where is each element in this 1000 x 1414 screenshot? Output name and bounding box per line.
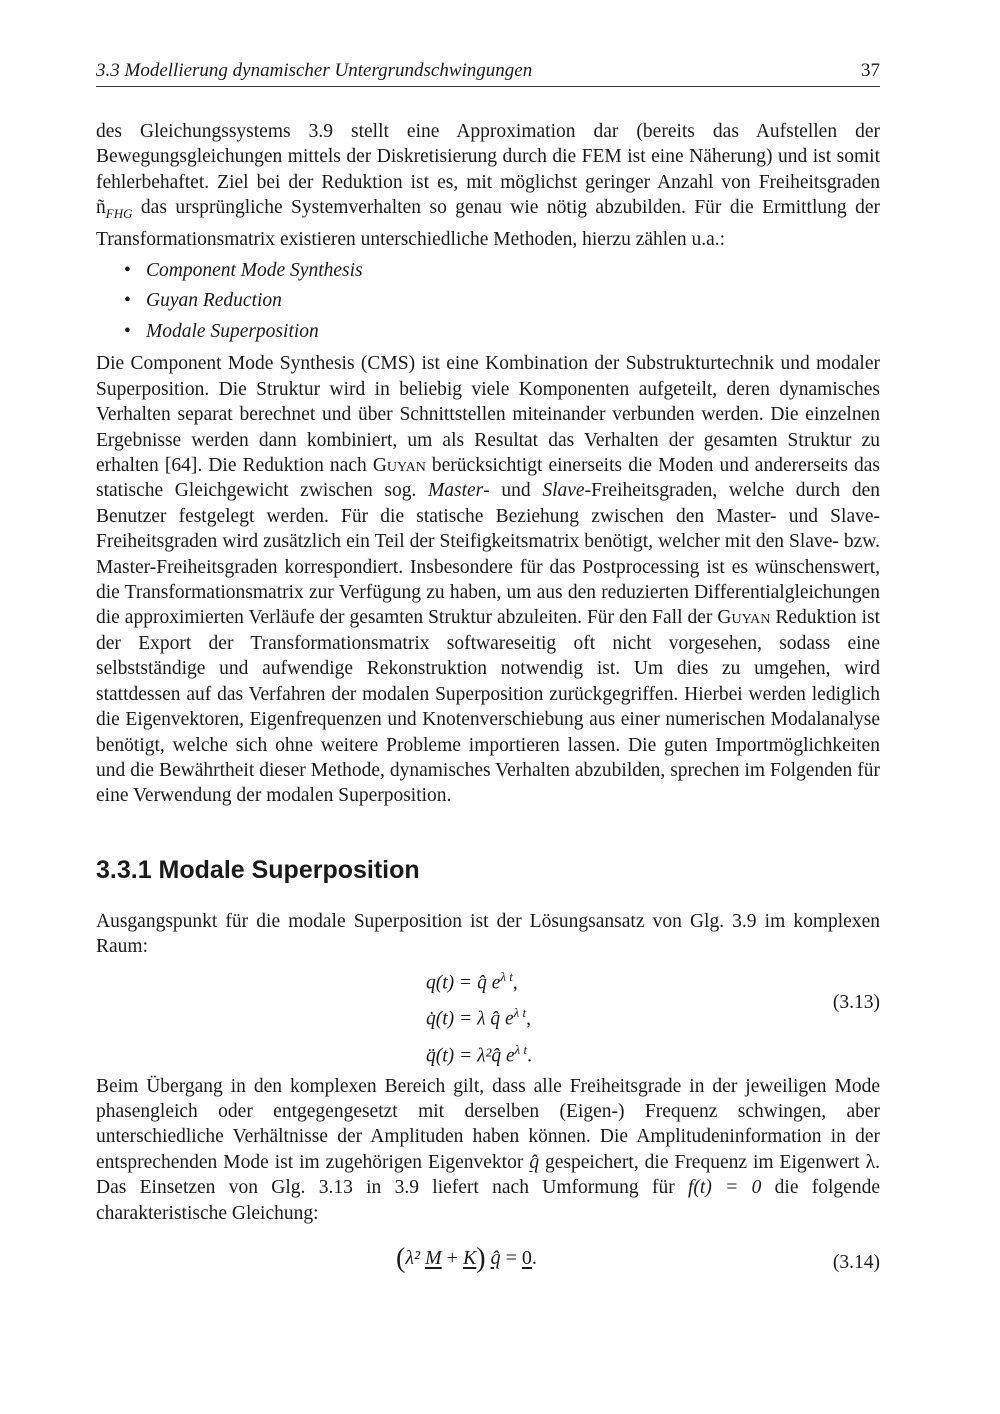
equation-row: q̇(t) = λ q̂ $e^{\lambda t}$, [426,1005,532,1030]
fhg-subscript: FHG [105,206,133,222]
equation-row: q(t) = q̂ $e^{\lambda t}$, [426,968,518,994]
list-item: • Modale Superposition [146,317,880,348]
author-guyan: Guyan [717,607,771,629]
body-text [96,119,880,1280]
equation-3-14 [96,1242,880,1280]
running-header [96,58,880,87]
paragraph-3: Ausgangspunkt für die modale Superposition ist der Lösungsansatz von Glg. 3.9 im komplexen Raum: [96,910,880,958]
equation-expression: (λ² M + K) q̂ = 0. [396,1242,537,1274]
method-list [96,256,880,348]
equation-row: q̈(t) = λ²q̂ $e^{\lambda t}$. [426,1041,533,1067]
equation-number: (3.13) [832,991,880,1013]
equation-3-13 [96,962,880,1067]
paragraph-2: Die Component Mode Synthesis (CMS) ist eine Kombination der Substrukturtechnik und modaler Superposition. Die Struktur wird in beliebig viele Komponenten aufgeteilt, deren dynamisches Verhalten separat berechnet und über Schnittstellen miteinander verbunden werden. Die einzelnen Ergebnisse werden dann kombiniert, um als Resultat das Verhalten der gesamten Struktur zu erhalten [64]. Die Reduktion nach Guyan berücksichtigt einerseits die Moden und andererseits das statische Gleichgewicht zwischen sog. Master- und Slave-Freiheitsgraden, welche durch den Benutzer festgelegt werden. Für die statische Beziehung zwischen den Master- und Slave-Freiheitsgraden wird zusätzlich ein Teil der Steifigkeitsmatrix benötigt, welcher mit den Slave- bzw. Master-Freiheitsgraden korrespondiert. Insbesondere für das Postprocessing ist es wünschenswert, die Transformationsmatrix zur Verfügung zu haben, um aus den reduzierten Differentialgleichungen die approximierten Verläufe der gesamten Struktur abzuleiten. Für den Fall der Guyan Reduktion ist der Export der Transformationsmatrix softwareseitig oft nicht vorgesehen, sodass eine selbstständige und aufwendige Rekonstruktion notwendig ist. Um dies zu umgehen, wird stattdessen auf das Verfahren der modalen Superposition zurückgegriffen. Hierbei werden lediglich die Eigenvektoren, Eigenfrequenzen und Knotenverschiebung aus einer numerischen Modalanalyse benötigt, welche sich ohne weitere Probleme importieren lassen. Die guten Importmöglichkeiten und die Bewährtheit dieser Methode, dynamisches Verhalten abzubilden, sprechen im Folgenden für eine Verwendung der modalen Superposition. [96,353,880,807]
author-guyan: Guyan [372,455,426,477]
list-item: • Guyan Reduction [146,286,880,317]
section-heading: 3.3.1 Modale Superposition [96,855,420,884]
equation-number: (3.14) [832,1251,880,1273]
paragraph-1: des Gleichungssystems 3.9 stellt eine Approximation dar (bereits das Aufstellen der Bewegungsgleichungen mittels der Diskretisierung durch die FEM ist eine Näherung) und ist somit fehlerbehaftet. Ziel bei der Reduktion ist es, mit möglichst geringer Anzahl von Freiheitsgraden $ñ_{FHG}$ das ursprüngliche Systemverhalten so genau wie nötig abzubilden. Für die Ermittlung der Transformationsmatrix existieren unterschiedliche Methoden, hierzu zählen u.a.: [96,121,880,250]
paragraph-4: Beim Übergang in den komplexen Bereich gilt, dass alle Freiheitsgrade in der jeweiligen Mode phasengleich oder entgegengesetzt mit derselben (Eigen-) Frequenz schwingen, aber unterschiedliche Verhältnisse der Amplituden haben können. Die Amplitudeninformation in der entsprechenden Mode ist im zugehörigen Eigenvektor q̂ gespeichert, die Frequenz im Eigenwert λ. Das Einsetzen von Glg. 3.13 in 3.9 liefert nach Umformung für f(t) = 0 die folgende charakteristische Gleichung: [96,1075,880,1224]
header-section-title: 3.3 Modellierung dynamischer Untergrundschwingungen [96,60,533,81]
page-number: 37 [861,60,880,81]
list-item: • Component Mode Synthesis [146,256,880,287]
